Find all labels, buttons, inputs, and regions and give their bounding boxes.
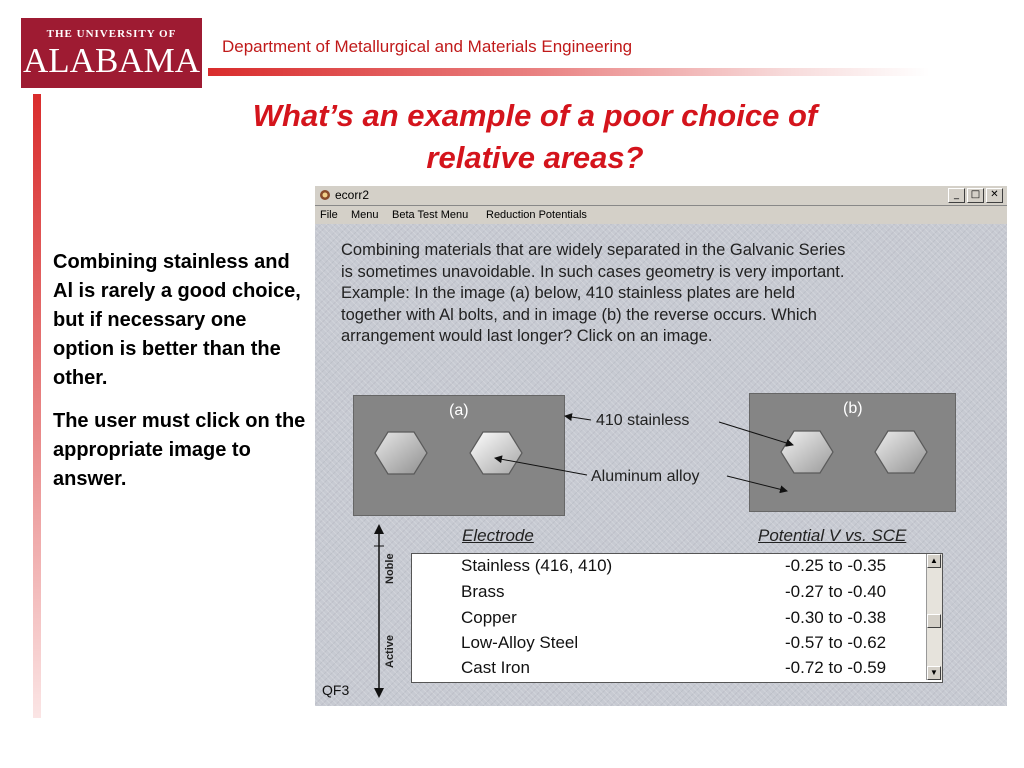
axis-noble-label: Noble — [384, 553, 396, 584]
electrode-header: Electrode — [462, 526, 534, 545]
intro-text — [341, 240, 1001, 348]
intro-line: together with Al bolts, and in image (b) the reverse occurs. Which — [341, 305, 817, 324]
annotation-410-stainless: 410 stainless — [596, 412, 690, 429]
image-a-button[interactable] — [353, 395, 565, 516]
side-paragraph-2: The user must click on the appropriate image to answer. — [53, 410, 306, 490]
image-b-label: (b) — [843, 400, 863, 417]
menu-bar — [315, 206, 1007, 224]
electrode-potential: -0.57 to -0.62 — [785, 633, 887, 652]
minimize-button[interactable]: _ — [948, 188, 965, 203]
electrode-name: Copper — [461, 608, 517, 627]
close-button[interactable]: ✕ — [986, 188, 1003, 203]
menu-file[interactable]: File — [320, 209, 338, 221]
scroll-up-arrow-icon[interactable]: ▲ — [927, 554, 941, 568]
electrode-potential: -0.27 to -0.40 — [785, 582, 887, 601]
electrode-name: Stainless (416, 410) — [461, 556, 613, 575]
header-divider — [208, 68, 930, 76]
menu-menu[interactable]: Menu — [351, 209, 379, 221]
stainless-bolt-icon — [874, 429, 928, 475]
side-description — [53, 248, 308, 508]
table-row[interactable] — [412, 631, 926, 657]
table-row[interactable] — [412, 554, 926, 580]
image-b-button[interactable] — [749, 393, 956, 512]
menu-beta-test[interactable]: Beta Test Menu — [392, 209, 469, 221]
intro-line: Example: In the image (a) below, 410 stainless plates are held — [341, 284, 796, 302]
ecorr2-window — [315, 186, 1007, 706]
intro-line: is sometimes unavoidable. In such cases geometry is very important. — [341, 262, 845, 281]
left-divider — [33, 94, 41, 718]
annotation-aluminum-alloy: Aluminum alloy — [591, 468, 700, 485]
university-logo — [21, 18, 202, 88]
window-title: ecorr2 — [335, 188, 370, 202]
electrode-potential: -0.30 to -0.38 — [785, 608, 887, 627]
maximize-button[interactable]: □ — [967, 188, 984, 203]
intro-line: arrangement would last longer? Click on an image. — [341, 327, 713, 345]
app-icon — [319, 189, 331, 201]
galvanic-axis — [371, 522, 397, 700]
axis-arrow-icon — [371, 522, 397, 700]
menu-reduction-potentials[interactable]: Reduction Potentials — [486, 209, 587, 221]
department-name: Department of Metallurgical and Materials Engineering — [222, 37, 633, 56]
electrode-name: Cast Iron — [461, 658, 530, 677]
axis-active-label: Active — [384, 634, 396, 668]
electrode-listbox[interactable] — [411, 553, 943, 683]
potential-header: Potential V vs. SCE — [758, 526, 907, 545]
scroll-down-arrow-icon[interactable]: ▼ — [927, 666, 941, 680]
electrode-name: Low-Alloy Steel — [461, 633, 579, 652]
table-row[interactable] — [412, 580, 926, 606]
slide-title — [120, 95, 950, 179]
image-a-label: (a) — [449, 402, 469, 419]
window-titlebar[interactable] — [315, 186, 1007, 206]
table-row[interactable] — [412, 656, 926, 682]
slide-title-line2: relative areas? — [426, 140, 644, 175]
listbox-scrollbar[interactable] — [926, 554, 942, 680]
logo-top-text: THE UNIVERSITY OF — [46, 28, 177, 40]
footer-code: QF3 — [322, 682, 350, 698]
aluminum-bolt-icon — [469, 430, 523, 476]
aluminum-bolt-icon — [780, 429, 834, 475]
electrode-name: Brass — [461, 582, 505, 601]
electrode-potential: -0.25 to -0.35 — [785, 556, 887, 575]
intro-line: Combining materials that are widely separated in the Galvanic Series — [341, 241, 846, 259]
slide-title-line1: What’s an example of a poor choice of — [252, 98, 818, 133]
scroll-thumb[interactable] — [927, 614, 941, 628]
table-row[interactable] — [412, 606, 926, 632]
stainless-bolt-icon — [374, 430, 428, 476]
side-paragraph-1: Combining stainless and Al is rarely a good choice, but if necessary one option is better than the other. — [53, 251, 301, 389]
electrode-potential: -0.72 to -0.59 — [785, 658, 887, 677]
logo-main-text: ALABAMA — [23, 41, 200, 80]
